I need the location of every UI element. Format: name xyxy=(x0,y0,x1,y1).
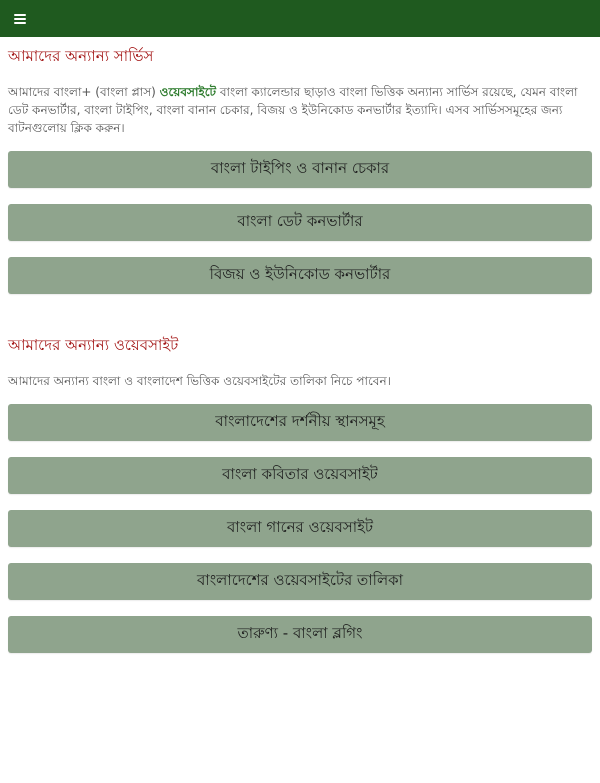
bangla-typing-spell-checker-button[interactable]: বাংলা টাইপিং ও বানান চেকার xyxy=(8,151,592,188)
main-content xyxy=(0,37,600,653)
bangla-date-converter-button[interactable]: বাংলা ডেট কনভার্টার xyxy=(8,204,592,241)
bijoy-unicode-converter-button[interactable]: বিজয় ও ইউনিকোড কনভার্টার xyxy=(8,257,592,294)
services-button-list xyxy=(8,151,592,294)
bangladesh-tourist-places-button[interactable]: বাংলাদেশের দর্শনীয় স্থানসমূহ xyxy=(8,404,592,441)
bangla-poetry-website-button[interactable]: বাংলা কবিতার ওয়েবসাইট xyxy=(8,457,592,494)
website-link[interactable]: ওয়েবসাইটে xyxy=(159,85,217,99)
services-section-title: আমাদের অন্যান্য সার্ভিস xyxy=(8,47,154,65)
services-description-text-start: আমাদের বাংলা+ (বাংলা প্লাস) xyxy=(8,85,160,99)
websites-description: আমাদের অন্যান্য বাংলা ও বাংলাদেশ ভিত্তিক ওয়েবসাইটের তালিকা নিচে পাবেন। xyxy=(8,374,391,388)
services-description xyxy=(8,83,592,137)
bangla-songs-website-button[interactable]: বাংলা গানের ওয়েবসাইট xyxy=(8,510,592,547)
hamburger-menu-icon[interactable] xyxy=(14,14,26,24)
services-description-text-end: বাংলা ক্যালেন্ডার ছাড়াও বাংলা ভিত্তিক অন্যান্য সার্ভিস রয়েছে, যেমন বাংলা ডেট কনভার্টার, বাংলা টাইপিং, বাংলা বানান চেকার, বিজয় ও ইউনিকোড কনভার্টার ইত্যাদি। এসব সার্ভিসসমূহের জন্য বাটনগুলোয় ক্লিক করুন। xyxy=(8,85,578,135)
tarunno-bangla-blogging-button[interactable]: তারুণ্য - বাংলা ব্লগিং xyxy=(8,616,592,653)
websites-section-title: আমাদের অন্যান্য ওয়েবসাইট xyxy=(8,336,179,354)
websites-button-list xyxy=(8,404,592,653)
top-navbar xyxy=(0,0,600,37)
bangladesh-websites-list-button[interactable]: বাংলাদেশের ওয়েবসাইটের তালিকা xyxy=(8,563,592,600)
